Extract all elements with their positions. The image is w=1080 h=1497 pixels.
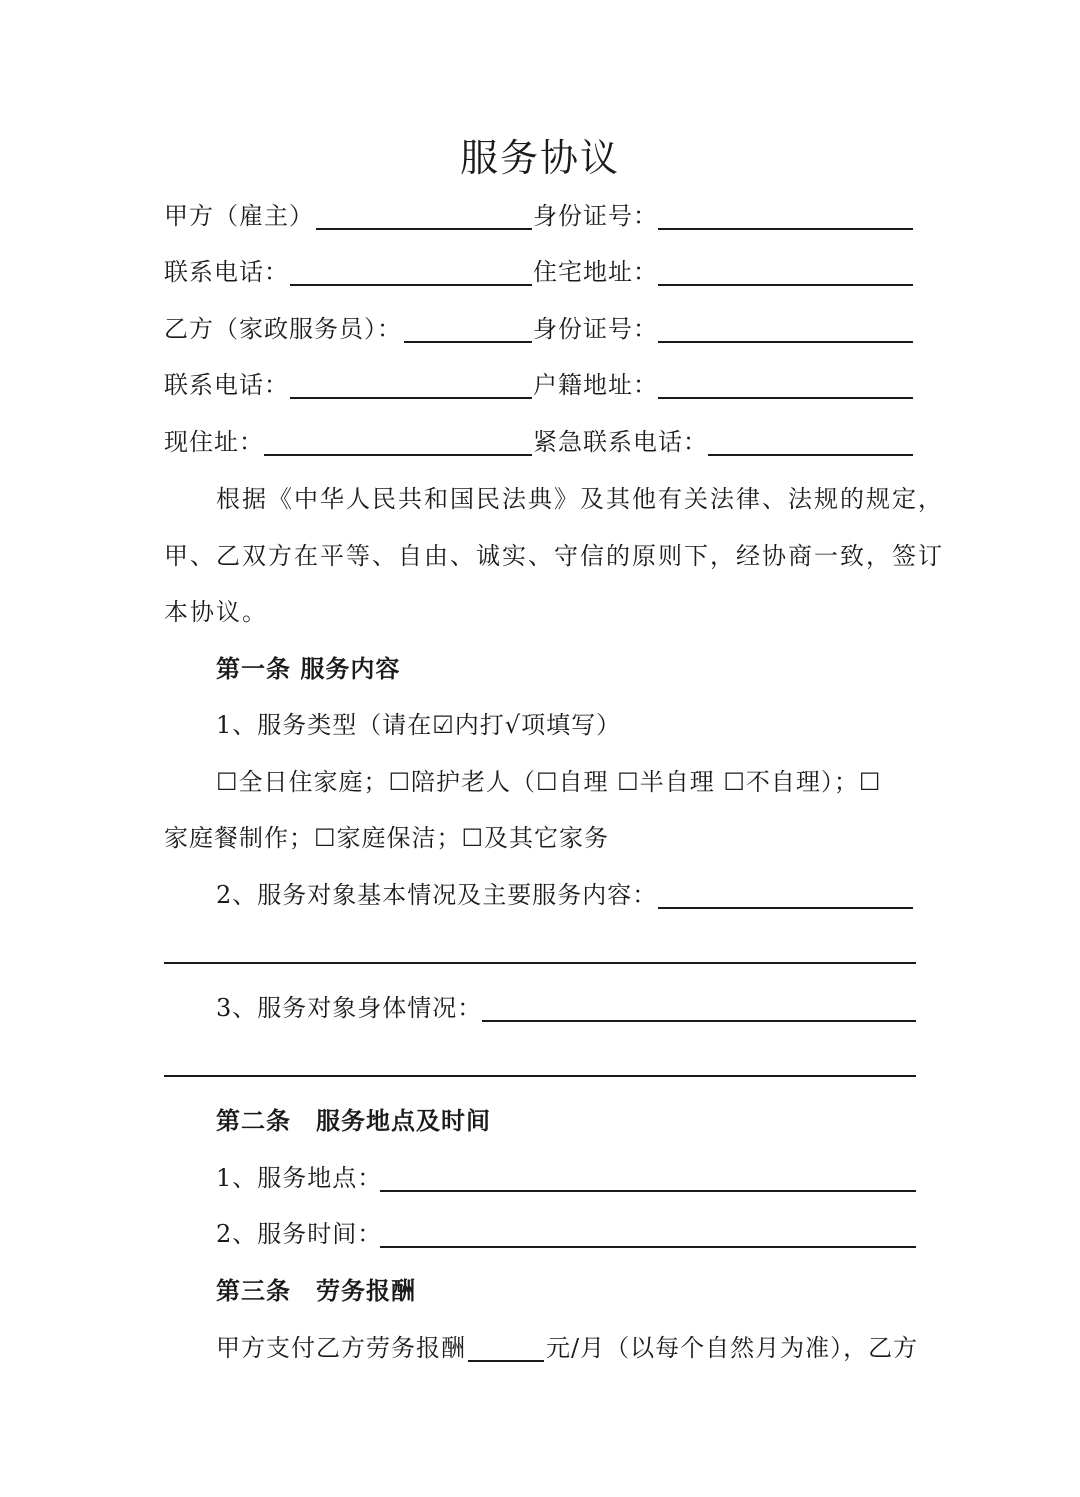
preamble-text-1: 根据《中华人民共和国民法典》及其他有关法律、法规的规定， <box>216 485 944 513</box>
residence-label: 住宅地址： <box>533 258 658 286</box>
remuneration-text: 甲方支付乙方劳务报酬 <box>216 1334 466 1362</box>
article-1-heading-row <box>0 649 1080 689</box>
service-time-field[interactable] <box>380 1246 916 1248</box>
preamble-text-3: 本协议。 <box>164 598 268 626</box>
party-a-name-field[interactable] <box>316 228 532 230</box>
service-location-field[interactable] <box>380 1190 916 1192</box>
service-content-row <box>0 875 1080 915</box>
party-b-label: 乙方（家政服务员）： <box>164 315 402 343</box>
preamble-line <box>0 592 1080 632</box>
party-a-phone-field[interactable] <box>290 284 532 286</box>
physical-condition-row <box>0 988 1080 1028</box>
party-b-household-field[interactable] <box>658 397 913 399</box>
party-a-label: 甲方（雇主） <box>164 202 314 230</box>
party-b-phone-field[interactable] <box>290 397 532 399</box>
service-options-checkboxes-2[interactable]: 家庭餐制作；☐家庭保洁；☐及其它家务 <box>164 824 610 852</box>
party-a-id-field[interactable] <box>658 228 913 230</box>
service-options-row <box>0 818 1080 858</box>
party-b-contact-row <box>0 365 1080 405</box>
service-type-label: 1、服务类型（请在☑内打√项填写） <box>216 711 622 739</box>
service-location-row <box>0 1158 1080 1198</box>
page-title: 服务协议 <box>459 136 620 180</box>
service-content-label: 2、服务对象基本情况及主要服务内容： <box>216 881 658 909</box>
party-b-row <box>0 309 1080 349</box>
service-options-row <box>0 762 1080 802</box>
article-3-heading-row <box>0 1271 1080 1311</box>
id-number-label: 身份证号： <box>533 202 658 230</box>
phone-label: 联系电话： <box>164 258 289 286</box>
party-b-address-row <box>0 422 1080 462</box>
physical-condition-label: 3、服务对象身体情况： <box>216 994 483 1022</box>
remuneration-row <box>0 1328 1080 1368</box>
party-a-row <box>0 196 1080 236</box>
service-time-label: 2、服务时间： <box>216 1220 383 1248</box>
service-content-field-continued[interactable] <box>164 962 916 964</box>
party-b-id-field[interactable] <box>658 341 913 343</box>
preamble-line <box>0 479 1080 519</box>
preamble-line <box>0 536 1080 576</box>
current-address-label: 现住址： <box>164 428 264 456</box>
article-2-heading: 第二条 服务地点及时间 <box>216 1107 491 1135</box>
article-3-heading: 第三条 劳务报酬 <box>216 1277 416 1305</box>
service-time-row <box>0 1214 1080 1254</box>
article-1-heading: 第一条 服务内容 <box>216 655 401 683</box>
physical-condition-field-continued[interactable] <box>164 1075 916 1077</box>
party-a-contact-row <box>0 252 1080 292</box>
party-a-address-field[interactable] <box>658 284 913 286</box>
remuneration-unit-text: 元/月（以每个自然月为准），乙方 <box>546 1334 919 1362</box>
id-number-label-2: 身份证号： <box>533 315 658 343</box>
article-2-heading-row <box>0 1101 1080 1141</box>
household-label: 户籍地址： <box>533 371 658 399</box>
preamble-text-2: 甲、乙双方在平等、自由、诚实、守信的原则下，经协商一致，签订 <box>164 542 944 570</box>
physical-condition-field[interactable] <box>482 1020 916 1022</box>
service-location-label: 1、服务地点： <box>216 1164 383 1192</box>
phone-label-2: 联系电话： <box>164 371 289 399</box>
service-content-field[interactable] <box>658 907 913 909</box>
current-address-field[interactable] <box>264 454 532 456</box>
service-options-checkboxes[interactable]: ☐全日住家庭；☐陪护老人（☐自理 ☐半自理 ☐不自理）；☐ <box>216 768 882 796</box>
emergency-phone-field[interactable] <box>708 454 913 456</box>
remuneration-amount-field[interactable] <box>468 1360 544 1362</box>
party-b-name-field[interactable] <box>404 341 532 343</box>
emergency-phone-label: 紧急联系电话： <box>533 428 708 456</box>
service-type-row <box>0 705 1080 745</box>
